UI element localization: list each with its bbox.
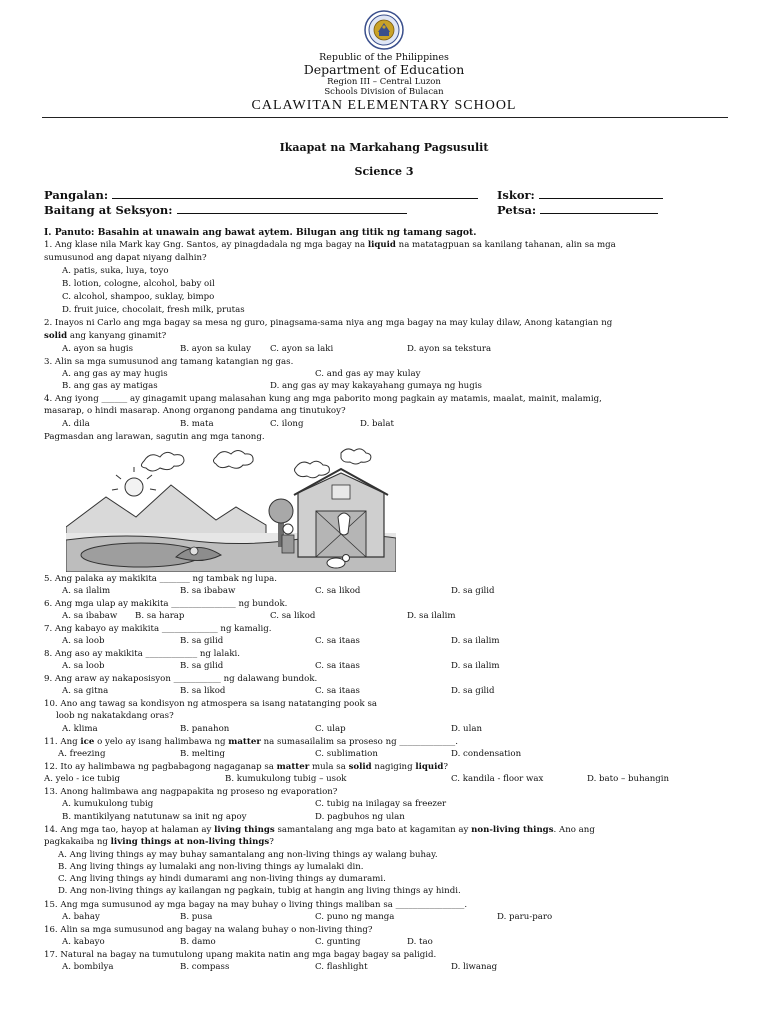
q7-choice-c[interactable]: C. sa itaas <box>315 636 360 646</box>
header-republic: Republic of the Philippines <box>319 52 449 63</box>
question-14-stem: 14. Ang mga tao, hayop at halaman ay living things samantalang ang mga bato at kagamitan ay non-living things. Ano ang <box>44 825 595 835</box>
q9-choice-b[interactable]: B. sa likod <box>180 686 226 696</box>
q14-choice-d[interactable]: D. Ang non-living things ay kailangan ng pagkain, tubig at hangin ang living things ay hindi. <box>58 886 461 896</box>
q16-choice-a[interactable]: A. kabayo <box>62 937 105 947</box>
section-field[interactable] <box>44 202 407 217</box>
q1-choice-a[interactable]: A. patis, suka, luya, toyo <box>62 266 169 276</box>
header-region: Region III – Central Luzon <box>327 77 441 87</box>
name-field[interactable] <box>44 187 478 202</box>
q6-choice-b[interactable]: B. sa harap <box>135 611 185 621</box>
school-name: CALAWITAN ELEMENTARY SCHOOL <box>251 98 517 113</box>
q7-choice-b[interactable]: B. sa gilid <box>180 636 224 646</box>
q13-choice-a[interactable]: A. kumukulong tubig <box>62 799 154 809</box>
farm-scene-image <box>66 445 396 572</box>
q6-choice-d[interactable]: D. sa ilalim <box>407 611 456 621</box>
q6-choice-a[interactable]: A. sa ibabaw <box>62 611 118 621</box>
q12-choice-c[interactable]: C. kandila - floor wax <box>451 774 544 784</box>
q15-choice-a[interactable]: A. bahay <box>62 912 100 922</box>
q10-choice-b[interactable]: B. panahon <box>180 724 230 734</box>
header-division: Schools Division of Bulacan <box>324 87 444 97</box>
score-field[interactable] <box>497 187 663 202</box>
q3-choice-b[interactable]: B. ang gas ay matigas <box>62 381 158 391</box>
exam-title: Ikaapat na Markahang Pagsusulit <box>279 141 489 154</box>
question-13-stem: 13. Anong halimbawa ang nagpapakita ng proseso ng evaporation? <box>44 787 338 797</box>
q5-choice-c[interactable]: C. sa likod <box>315 586 361 596</box>
q15-choice-c[interactable]: C. puno ng manga <box>315 912 395 922</box>
question-7-stem: 7. Ang kabayo ay makikita _____________ ng kamalig. <box>44 624 272 634</box>
q4-choice-c[interactable]: C. ilong <box>270 419 304 429</box>
q14-choice-b[interactable]: B. Ang living things ay lumalaki ang non-living things ay lumalaki din. <box>58 862 364 872</box>
question-4-stem: 4. Ang iyong ______ ay ginagamit upang malasahan kung ang mga paborito mong pagkain ay matamis, maalat, mainit, malamig, <box>44 394 602 404</box>
directions: I. Panuto: Basahin at unawain ang bawat aytem. Bilugan ang titik ng tamang sagot. <box>44 227 477 238</box>
q12-choice-d[interactable]: D. bato – buhangin <box>587 774 670 784</box>
question-16-stem: 16. Alin sa mga sumusunod ang bagay na walang buhay o non-living thing? <box>44 925 373 935</box>
q17-choice-a[interactable]: A. bombilya <box>62 962 114 972</box>
q9-choice-c[interactable]: C. sa itaas <box>315 686 360 696</box>
section-blank[interactable] <box>177 202 407 214</box>
question-3-stem: 3. Alin sa mga sumusunod ang tamang katangian ng gas. <box>44 357 294 367</box>
q8-choice-a[interactable]: A. sa loob <box>62 661 105 671</box>
q8-choice-d[interactable]: D. sa ilalim <box>451 661 500 671</box>
q1-choice-d[interactable]: D. fruit juice, chocolait, fresh milk, prutas <box>62 305 245 315</box>
q10-choice-d[interactable]: D. ulan <box>451 724 482 734</box>
q17-choice-c[interactable]: C. flashlight <box>315 962 368 972</box>
question-12-stem: 12. Ito ay halimbawa ng pagbabagong nagaganap sa matter mula sa solid nagiging liquid? <box>44 762 449 772</box>
question-2-stem-cont: solid ang kanyang ginamit? <box>44 331 167 341</box>
question-1-stem: 1. Ang klase nila Mark kay Gng. Santos, ay pinagdadala ng mga bagay na liquid na matatagpuan sa kanilang tahanan, alin sa mga <box>44 240 616 250</box>
name-blank[interactable] <box>112 187 478 199</box>
header-department: Department of Education <box>303 62 465 77</box>
q16-choice-d[interactable]: D. tao <box>407 937 433 947</box>
question-11-stem: 11. Ang ice o yelo ay isang halimbawa ng matter na sumasailalim sa proseso ng _____________. <box>44 737 458 747</box>
q6-choice-c[interactable]: C. sa likod <box>270 611 316 621</box>
q3-choice-d[interactable]: D. ang gas ay may kakayahang gumaya ng hugis <box>270 381 482 391</box>
q1-choice-b[interactable]: B. lotion, cologne, alcohol, baby oil <box>62 279 215 289</box>
q16-choice-c[interactable]: C. gunting <box>315 937 361 947</box>
q5-choice-b[interactable]: B. sa ibabaw <box>180 586 236 596</box>
q9-choice-a[interactable]: A. sa gitna <box>62 686 109 696</box>
q15-choice-d[interactable]: D. paru-paro <box>497 912 553 922</box>
q4-choice-d[interactable]: D. balat <box>360 419 394 429</box>
q7-choice-d[interactable]: D. sa ilalim <box>451 636 500 646</box>
q11-choice-c[interactable]: C. sublimation <box>315 749 378 759</box>
q8-choice-b[interactable]: B. sa gilid <box>180 661 224 671</box>
deped-seal-icon <box>364 10 404 50</box>
q10-choice-a[interactable]: A. klima <box>62 724 98 734</box>
question-9-stem: 9. Ang araw ay nakaposisyon ___________ ng dalawang bundok. <box>44 674 318 684</box>
q2-choice-c[interactable]: C. ayon sa laki <box>270 344 334 354</box>
q4-choice-b[interactable]: B. mata <box>180 419 214 429</box>
name-label: Pangalan: <box>44 188 109 202</box>
q1-choice-c[interactable]: C. alcohol, shampoo, suklay, bimpo <box>62 292 215 302</box>
date-label: Petsa: <box>497 203 537 217</box>
q13-choice-d[interactable]: D. pagbuhos ng ulan <box>315 812 405 822</box>
q2-choice-d[interactable]: D. ayon sa tekstura <box>407 344 492 354</box>
q9-choice-d[interactable]: D. sa gilid <box>451 686 495 696</box>
q16-choice-b[interactable]: B. damo <box>180 937 216 947</box>
question-10-stem-cont: loob ng nakatakdang oras? <box>56 711 174 721</box>
question-17-stem: 17. Natural na bagay na tumutulong upang makita natin ang mga bagay bagay sa paligid. <box>44 950 437 960</box>
question-10-stem: 10. Ano ang tawag sa kondisyon ng atmospera sa isang natatanging pook sa <box>44 699 377 709</box>
q11-choice-b[interactable]: B. melting <box>180 749 225 759</box>
q14-choice-c[interactable]: C. Ang living things ay hindi dumarami ang non-living things ay dumarami. <box>58 874 386 884</box>
q3-choice-a[interactable]: A. ang gas ay may hugis <box>62 369 168 379</box>
q14-choice-a[interactable]: A. Ang living things ay may buhay samantalang ang non-living things ay walang buhay. <box>58 850 438 860</box>
score-label: Iskor: <box>497 188 535 202</box>
date-blank[interactable] <box>540 202 658 214</box>
q3-choice-c[interactable]: C. and gas ay may kulay <box>315 369 421 379</box>
q8-choice-c[interactable]: C. sa itaas <box>315 661 360 671</box>
q10-choice-c[interactable]: C. ulap <box>315 724 346 734</box>
q12-choice-b[interactable]: B. kumukulong tubig – usok <box>225 774 347 784</box>
question-4-stem-cont: masarap, o hindi masarap. Anong organong pandama ang tinutukoy? <box>44 406 346 416</box>
q2-choice-b[interactable]: B. ayon sa kulay <box>180 344 251 354</box>
q12-choice-a[interactable]: A. yelo - ice tubig <box>44 774 121 784</box>
q11-choice-d[interactable]: D. condensation <box>451 749 522 759</box>
score-blank[interactable] <box>539 187 663 199</box>
q17-choice-d[interactable]: D. liwanag <box>451 962 498 972</box>
q2-choice-a[interactable]: A. ayon sa hugis <box>62 344 134 354</box>
exam-subject: Science 3 <box>354 165 414 178</box>
q15-choice-b[interactable]: B. pusa <box>180 912 213 922</box>
q7-choice-a[interactable]: A. sa loob <box>62 636 105 646</box>
question-15-stem: 15. Ang mga sumusunod ay mga bagay na may buhay o living things maliban sa ________________. <box>44 900 468 910</box>
header-divider <box>42 117 728 118</box>
q17-choice-b[interactable]: B. compass <box>180 962 230 972</box>
q5-choice-d[interactable]: D. sa gilid <box>451 586 495 596</box>
section-label: Baitang at Seksyon: <box>44 203 173 217</box>
question-6-stem: 6. Ang mga ulap ay makikita _______________ ng bundok. <box>44 599 288 609</box>
q11-choice-a[interactable]: A. freezing <box>58 749 106 759</box>
date-field[interactable] <box>497 202 658 217</box>
question-14-stem-cont: pagkakaiba ng living things at non-living things? <box>44 837 274 847</box>
question-2-stem: 2. Inayos ni Carlo ang mga bagay sa mesa ng guro, pinagsama-sama niya ang mga bagay na may kulay dilaw, Anong katangian ng <box>44 318 613 328</box>
question-5-stem: 5. Ang palaka ay makikita _______ ng tambak ng lupa. <box>44 574 277 584</box>
question-1-stem-cont: sumusunod ang dapat niyang dalhin? <box>44 253 207 263</box>
question-8-stem: 8. Ang aso ay makikita ____________ ng lalaki. <box>44 649 241 659</box>
q4-choice-a[interactable]: A. dila <box>62 419 90 429</box>
picture-instruction: Pagmasdan ang larawan, sagutin ang mga tanong. <box>44 432 265 442</box>
q5-choice-a[interactable]: A. sa ilalim <box>62 586 111 596</box>
q13-choice-c[interactable]: C. tubig na inilagay sa freezer <box>315 799 447 809</box>
q13-choice-b[interactable]: B. mantikilyang natutunaw sa init ng apoy <box>62 812 247 822</box>
